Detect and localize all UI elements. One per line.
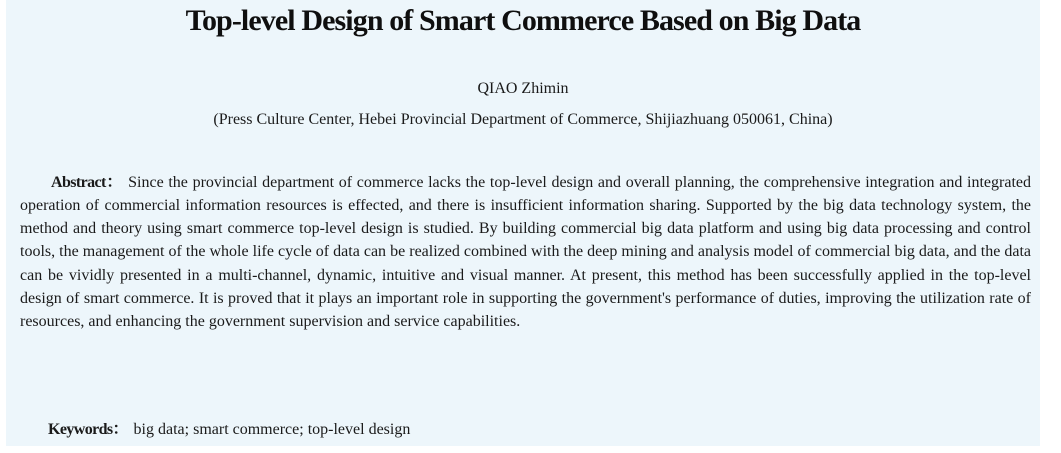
keywords-label: Keywords — [48, 421, 113, 438]
author-name: QIAO Zhimin — [477, 80, 569, 97]
keywords-text: big data; smart commerce; top-level design — [133, 421, 411, 438]
keywords-separator: ： — [112, 421, 129, 438]
abstract-label: Abstract — [51, 174, 106, 191]
author-affiliation: (Press Culture Center, Hebei Provincial Department of Commerce, Shijiazhuang 050061, China) — [213, 111, 833, 128]
keywords-line — [48, 419, 410, 441]
abstract-separator: ： — [105, 174, 124, 191]
paper-abstract-panel — [6, 0, 1040, 446]
abstract-paragraph — [20, 171, 1031, 333]
paper-title: Top-level Design of Smart Commerce Based on Big Data — [185, 4, 861, 37]
abstract-text: Since the provincial department of commerce lacks the top-level design and overall planning, the comprehensive integration and integrated operation of commercial information resources is effected, and there is insufficient information sharing. Supported by the big data technology system, the method and theory using smart commerce top-level design is studied. By building commercial big data platform and using big data processing and control tools, the management of the whole life cycle of data can be realized combined with the deep mining and analysis model of commercial big data, and the data can be vividly presented in a multi-channel, dynamic, intuitive and visual manner. At present, this method has been successfully applied in the top-level design of smart commerce. It is proved that it plays an important role in supporting the government's performance of duties, improving the utilization rate of resources, and enhancing the government supervision and service capabilities. — [20, 174, 1031, 330]
